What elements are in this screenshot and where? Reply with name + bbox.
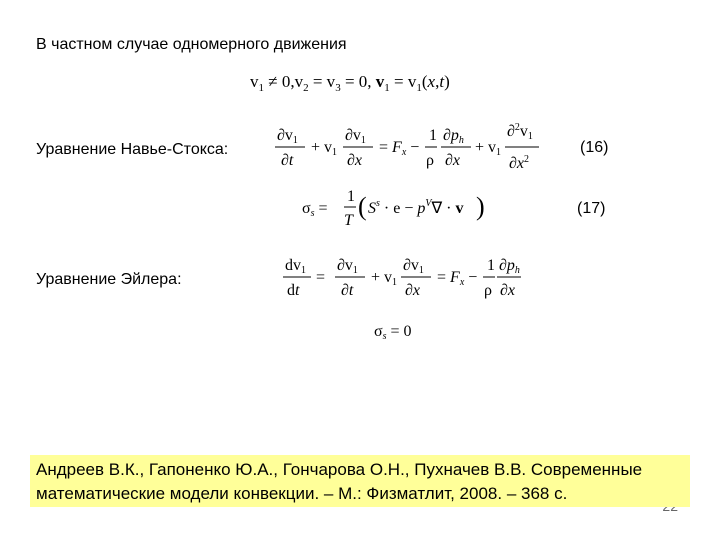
svg-text:dv1: dv1 (285, 257, 306, 276)
svg-text:σs =: σs = (302, 200, 328, 219)
svg-text:∂2v1: ∂$^2$v1 (507, 122, 533, 142)
svg-text:∂ph: ∂ph (443, 127, 464, 146)
svg-text:ρ: ρ (484, 282, 492, 299)
svg-text:∂x: ∂x (445, 152, 461, 169)
svg-text:v1 ≠ 0,v2 = v3 = 0, v1 = v1(x: $v_1 \ne 0,v_2 = v_3 = 0$, $v_1 = v_1(x,t)$ (250, 72, 450, 94)
euler-equation (283, 250, 523, 306)
navier-stokes-label: Уравнение Навье-Стокса: (36, 141, 229, 158)
svg-text:∂v1: ∂v1 (277, 127, 298, 146)
svg-text:T: T (344, 212, 353, 229)
svg-text:∂x: ∂x (405, 282, 421, 299)
zero-entropy-production-equation (372, 316, 442, 344)
svg-text:∂v1: ∂v1 (345, 127, 366, 146)
svg-text:+ v1: + v1 (371, 269, 398, 288)
citation-box (30, 455, 690, 507)
navier-stokes-equation (275, 118, 545, 178)
svg-text:): ) (476, 192, 485, 221)
euler-label: Уравнение Эйлера: (36, 271, 182, 288)
entropy-production-equation (300, 184, 500, 234)
svg-text:= Fx −: = Fx − (437, 269, 478, 288)
svg-text:+ v1: + v1 (311, 139, 338, 158)
svg-text:=: = (316, 269, 326, 286)
svg-text:∂x: ∂x (500, 282, 516, 299)
equation-number-16: (16) (580, 139, 609, 156)
svg-text:∂ph: ∂ph (499, 257, 520, 276)
citation-line-2: математические модели конвекции. – М.: Физматлит, 2008. – 368 с. (36, 484, 568, 503)
svg-text:σs = 0: σs = 0 (374, 323, 412, 342)
svg-text:∂x: ∂x (347, 152, 363, 169)
svg-text:= Fx −: = Fx − (379, 139, 420, 158)
svg-text:∂v1: ∂v1 (337, 257, 358, 276)
svg-text:ρ: ρ (426, 152, 434, 169)
svg-text:∂v1: ∂v1 (403, 257, 424, 276)
citation-line-1: Андреев В.К., Гапоненко Ю.А., Гончарова О.Н., Пухначев В.В. Современные (36, 460, 643, 479)
svg-text:+ v1: + v1 (475, 139, 502, 158)
svg-text:1: 1 (487, 257, 495, 274)
svg-text:∂x2: $\partial x^2$ (509, 154, 530, 172)
svg-text:(: ( (358, 192, 367, 221)
svg-text:1: 1 (429, 127, 437, 144)
equation-number-17: (17) (577, 200, 606, 217)
one-dimensional-condition-equation (245, 66, 485, 98)
svg-text:Ss · e − pV∇ · v: $S^s \cdot e - p^V\nabla \cdot v$ (368, 198, 464, 217)
svg-text:1: 1 (347, 188, 355, 205)
heading-text: В частном случае одномерного движения (36, 36, 347, 53)
svg-text:∂t: ∂t (281, 152, 294, 169)
svg-text:dt: dt (287, 282, 300, 299)
svg-text:∂t: ∂t (341, 282, 354, 299)
